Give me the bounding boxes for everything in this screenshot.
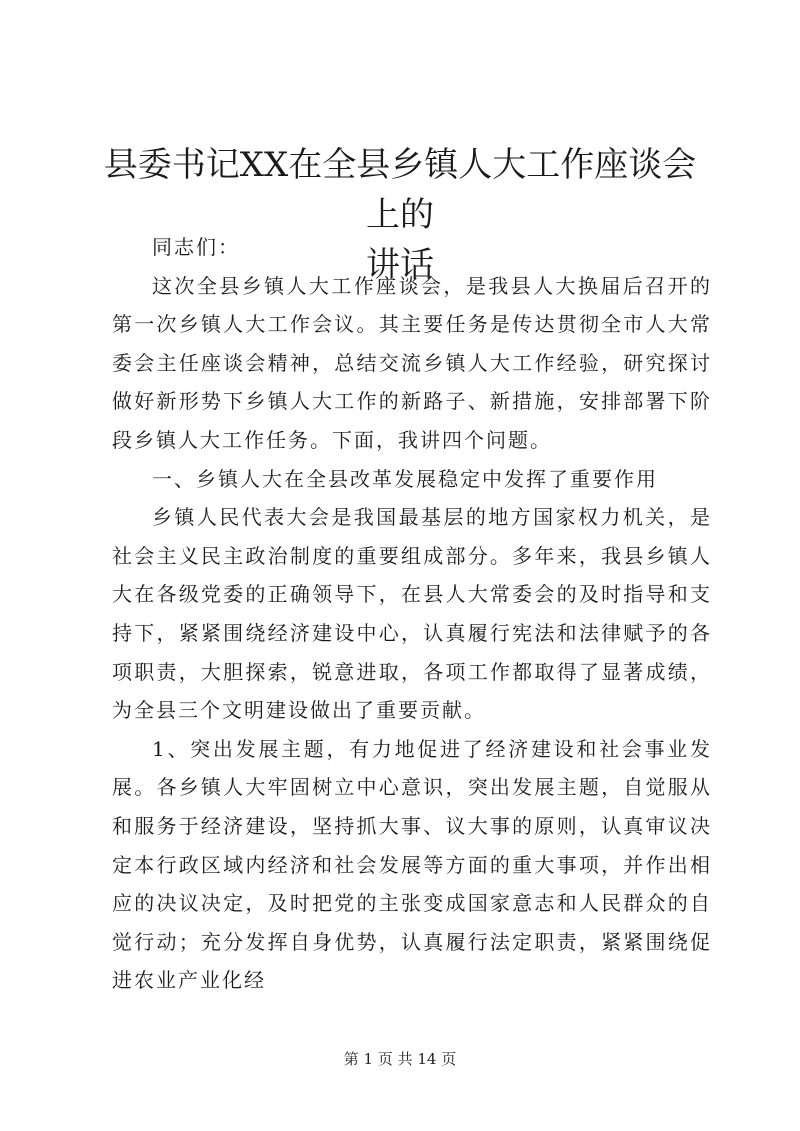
paragraph-section-1: 乡镇人民代表大会是我国最基层的地方国家权力机关，是社会主义民主政治制度的重要组成部分。多年来，我县乡镇人大在各级党委的正确领导下，在县人大常委会的及时指导和支持下，紧紧围绕经济建设中心，认真履行宪法和法律赋予的各项职责，大胆探索，锐意进取，各项工作都取得了显著成绩，为全县三个文明建设做出了重要贡献。 (112, 505, 712, 723)
page-footer: 第 1 页 共 14 页 (343, 1050, 457, 1068)
title-line-1: 县委书记XX在全县乡镇人大工作座谈会上的 (103, 145, 697, 235)
document-body (112, 228, 712, 1000)
paragraph-point-1: 1、突出发展主题，有力地促进了经济建设和社会事业发展。各乡镇人大牢固树立中心意识，突出发展主题，自觉服从和服务于经济建设，坚持抓大事、议大事的原则，认真审议决定本行政区域内经济和社会发展等方面的重大事项，并作出相应的决议决定，及时把党的主张变成国家意志和人民群众的自觉行动；充分发挥自身优势，认真履行法定职责，紧紧围绕促进农业产业化经 (112, 736, 712, 993)
salutation: 同志们： (152, 235, 240, 259)
paragraph-intro: 这次全县乡镇人大工作座谈会，是我县人大换届后召开的第一次乡镇人大工作会议。其主要任务是传达贯彻全市人大常委会主任座谈会精神，总结交流乡镇人大工作经验，研究探讨做好新形势下乡镇人大工作的新路子、新措施，安排部署下阶段乡镇人大工作任务。下面，我讲四个问题。 (112, 273, 712, 452)
section-heading-1: 一、乡镇人大在全县改革发展稳定中发挥了重要作用 (152, 466, 658, 491)
title-line-2: 讲话 (366, 245, 434, 285)
